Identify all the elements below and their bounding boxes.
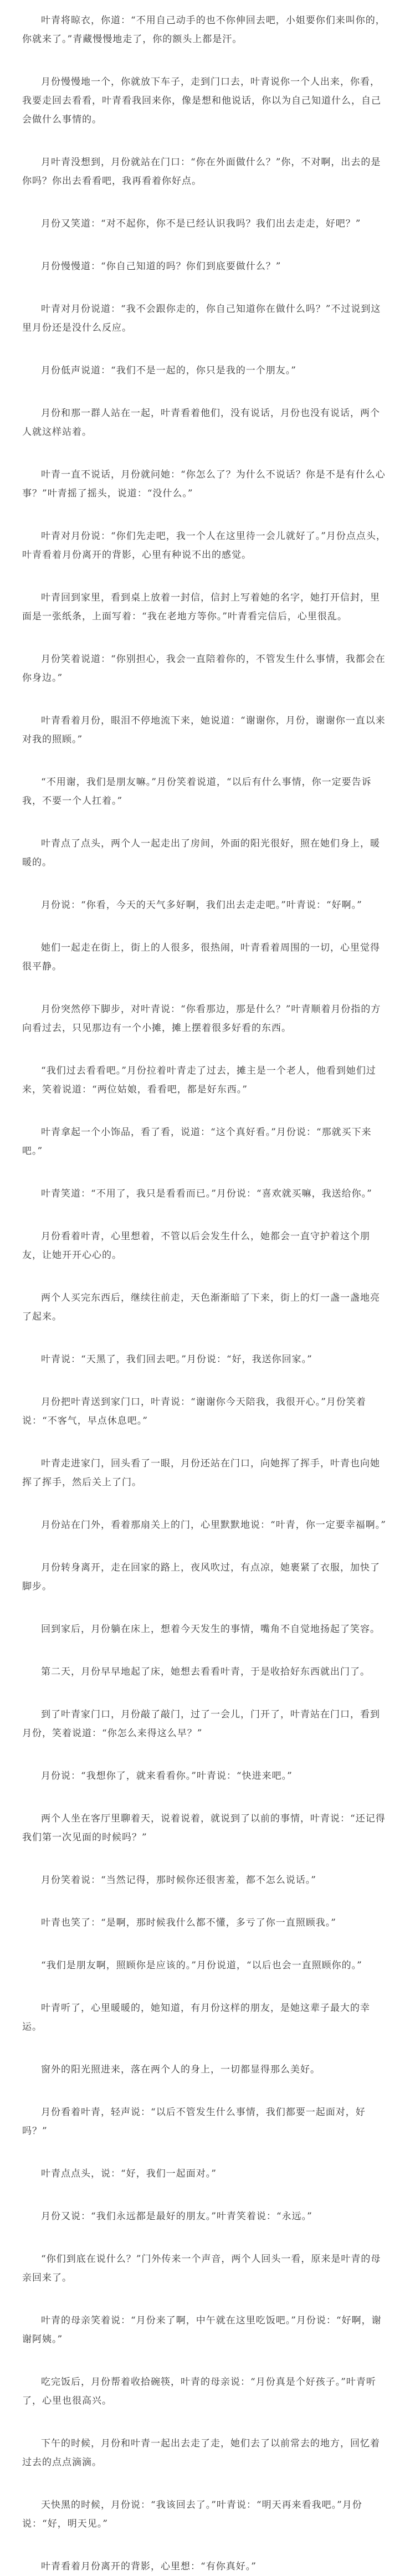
paragraph: 月份站在门外，看着那扇关上的门，心里默默地说：“叶青，你一定要幸福啊。” [41,1520,386,1531]
paragraph: 月份笑着说：“当然记得，那时候你还很害羞，都不怎么说话。” [41,1875,316,1886]
paragraph: 月份把叶青送到家门口，叶青说：“谢谢你今天陪我，我很开心。”月份笑着说：“不客气，早点休息吧。” [22,1397,366,1426]
paragraph: 叶青笑道：“不用了，我只是看看而已。”月份说：“喜欢就买嘛，我送给你。” [41,1188,372,1199]
paragraph: “不用谢，我们是朋友嘛。”月份笑着说道，“以后有什么事情，你一定要告诉我，不要一个人扛着。” [22,777,372,807]
paragraph: 叶青走进家门，回头看了一眼，月份还站在门口，向她挥了挥手，叶青也向她挥了挥手，然后关上了门。 [22,1458,380,1488]
paragraph: 叶青将晾衣，你道：“不用自己动手的也不你伸回去吧，小姐要你们来叫你的，你就来了。”青藏慢慢地走了，你的额头上都是汗。 [22,15,386,45]
story-text [22,11,388,2576]
paragraph: 月份突然停下脚步，对叶青说：“你看那边，那是什么？”叶青顺着月份指的方向看过去，只见那边有一个小摊，摊上摆着很多好看的东西。 [22,1004,381,1034]
paragraph: 叶青点了点头，两个人一起走出了房间，外面的阳光很好，照在她们身上，暖暖的。 [22,838,380,868]
paragraph: 月份又笑道：“对不起你，你不是已经认识我吗？我们出去走走，好吧？” [41,218,361,229]
paragraph: 叶青看着月份离开的背影，心里想：“有你真好。” [41,2561,257,2572]
paragraph: “我们过去看看吧。”月份拉着叶青走了过去，摊主是一个老人，他看到她们过来，笑着说道：“两位姑娘，看看吧，都是好东西。” [22,1065,376,1095]
paragraph: 叶青说：“天黑了，我们回去吧。”月份说：“好，我送你回家。” [41,1354,312,1365]
paragraph: 叶青一直不说话，月份就问她：“你怎么了？为什么不说话？你是不是有什么心事？”叶青摇了摇头，说道：“没什么。” [22,469,386,499]
paragraph: 月份转身离开，走在回家的路上，夜风吹过，有点凉，她裹紧了衣服，加快了脚步。 [22,1562,380,1592]
paragraph: 叶青拿起一个小饰品，看了看，说道：“这个真好看。”月份说：“那就买下来吧。” [22,1127,372,1157]
paragraph: 月叶青没想到，月份就站在门口：“你在外面做什么？”你，不对啊，出去的是你吗？你出去看看吧，我再看着你好点。 [22,157,381,187]
paragraph: 叶青看着月份，眼泪不停地流下来，她说道：“谢谢你，月份，谢谢你一直以来对我的照顾。” [22,715,386,745]
paragraph: 叶青回到家里，看到桌上放着一封信，信封上写着她的名字，她打开信封，里面是一张纸条，上面写着：“我在老地方等你。”叶青看完信后，心里很乱。 [22,592,380,622]
paragraph: 叶青的母亲笑着说：“月份来了啊，中午就在这里吃饭吧。”月份说：“好啊，谢谢阿姨。” [22,2315,382,2345]
paragraph: 下午的时候，月份和叶青一起出去走了走，她们去了以前常去的地方，回忆着过去的点点滴滴。 [22,2438,380,2468]
paragraph: 月份笑着说道：“你别担心，我会一直陪着你的，不管发生什么事情，我都会在你身边。” [22,654,386,684]
paragraph: 叶青对月份说道：“我不会跟你走的，你自己知道你在做什么吗？”不过说到这里月份还是没什么反应。 [22,304,381,333]
paragraph: 叶青对月份说：“你们先走吧，我一个人在这里待一会儿就好了。”月份点点头，叶青看着月份离开的背影，心里有种说不出的感觉。 [22,531,386,561]
paragraph: 月份说：“我想你了，就来看看你。”叶青说：“快进来吧。” [41,1771,293,1782]
paragraph: 吃完饭后，月份帮着收拾碗筷，叶青的母亲说：“月份真是个好孩子。”叶青听了，心里也很高兴。 [22,2377,376,2406]
paragraph: 两个人坐在客厅里聊着天，说着说着，就说到了以前的事情，叶青说：“还记得我们第一次见面的时候吗？” [22,1813,386,1843]
paragraph: 月份慢慢道：“你自己知道的吗？你们到底要做什么？” [41,261,281,272]
paragraph: 天快黑的时候，月份说：“我该回去了。”叶青说：“明天再来看我吧。”月份说：“好，明天见。” [22,2500,362,2529]
paragraph: 窗外的阳光照进来，落在两个人的身上，一切都显得那么美好。 [41,2064,320,2075]
paragraph: 月份说：“你看，今天的天气多好啊，我们出去走走吧。”叶青说：“好啊。” [41,900,362,911]
paragraph: 两个人买完东西后，继续往前走，天色渐渐暗了下来，街上的灯一盏一盏地亮了起来。 [22,1292,380,1322]
paragraph: 月份慢慢地一个，你就放下车子，走到门口去，叶青说你一个人出来，你看，我要走回去看看，叶青看我回来你，像是想和他说话，你以为自己知道什么，自己会做什么事情的。 [22,76,381,125]
paragraph: 回到家后，月份躺在床上，想着今天发生的事情，嘴角不自觉地扬起了笑容。 [41,1624,380,1635]
paragraph: 叶青听了，心里暖暖的，她知道，有月份这样的朋友，是她这辈子最大的幸运。 [22,2003,370,2033]
paragraph: 她们一起走在街上，街上的人很多，很热闹，叶青看着周围的一切，心里觉得很平静。 [22,942,380,972]
paragraph: 月份低声说道：“我们不是一起的，你只是我的一个朋友。” [41,365,296,376]
paragraph: “你们到底在说什么？”门外传来一个声音，两个人回头一看，原来是叶青的母亲回来了。 [22,2254,381,2283]
paragraph: 到了叶青家门口，月份敲了敲门，过了一会儿，门开了，叶青站在门口，看到月份，笑着说道：“你怎么来得这么早？” [22,1709,380,1739]
paragraph: 月份看着叶青，轻声说：“以后不管发生什么事情，我们都要一起面对，好吗？” [22,2107,366,2137]
paragraph: 叶青点点头，说：“好，我们一起面对。” [41,2168,217,2179]
paragraph: 月份又说：“我们永远都是最好的朋友。”叶青笑着说：“永远。” [41,2211,312,2222]
paragraph: “我们是朋友啊，照顾你是应该的。”月份说道，“以后也会一直照顾你的。” [41,1960,362,1971]
paragraph: 第二天，月份早早地起了床，她想去看看叶青，于是收拾好东西就出门了。 [41,1666,370,1677]
paragraph: 月份看着叶青，心里想着，不管以后会发生什么，她都会一直守护着这个朋友，让她开开心心的。 [22,1231,370,1261]
paragraph: 叶青也笑了：“是啊，那时候我什么都不懂，多亏了你一直照顾我。” [41,1917,336,1928]
paragraph: 月份和那一群人站在一起，叶青看着他们，没有说话，月份也没有说话，两个人就这样站着。 [22,408,380,438]
